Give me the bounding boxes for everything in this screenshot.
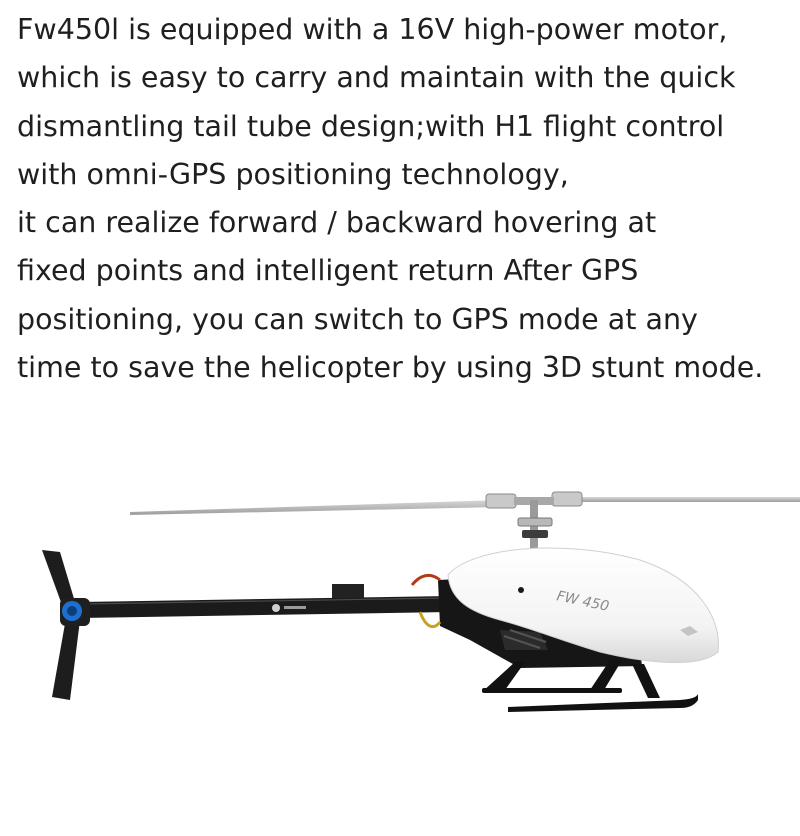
description-line: time to save the helicopter by using 3D stunt mode. [17,351,764,385]
canopy-label: FW 450 [555,588,611,615]
description-line: which is easy to carry and maintain with the quick [17,61,736,95]
main-rotor-blades [130,497,800,515]
tail-boom [78,596,450,618]
description-line: fixed points and intelligent return After GPS [17,254,639,288]
description-line: Fw450l is equipped with a 16V high-power motor, [17,13,728,46]
helicopter-product-image [0,470,800,730]
rotor-head [486,492,582,550]
product-description [17,6,797,392]
description-line: with omni-GPS positioning technology, [17,157,569,191]
landing-gear [482,660,698,712]
tail-rotor [42,550,90,700]
description-line: positioning, you can switch to GPS mode at any [17,302,698,336]
description-line: it can realize forward / backward hovering at [17,206,657,240]
description-line: dismantling tail tube design;with H1 flight control [17,109,725,143]
servo [332,584,364,598]
